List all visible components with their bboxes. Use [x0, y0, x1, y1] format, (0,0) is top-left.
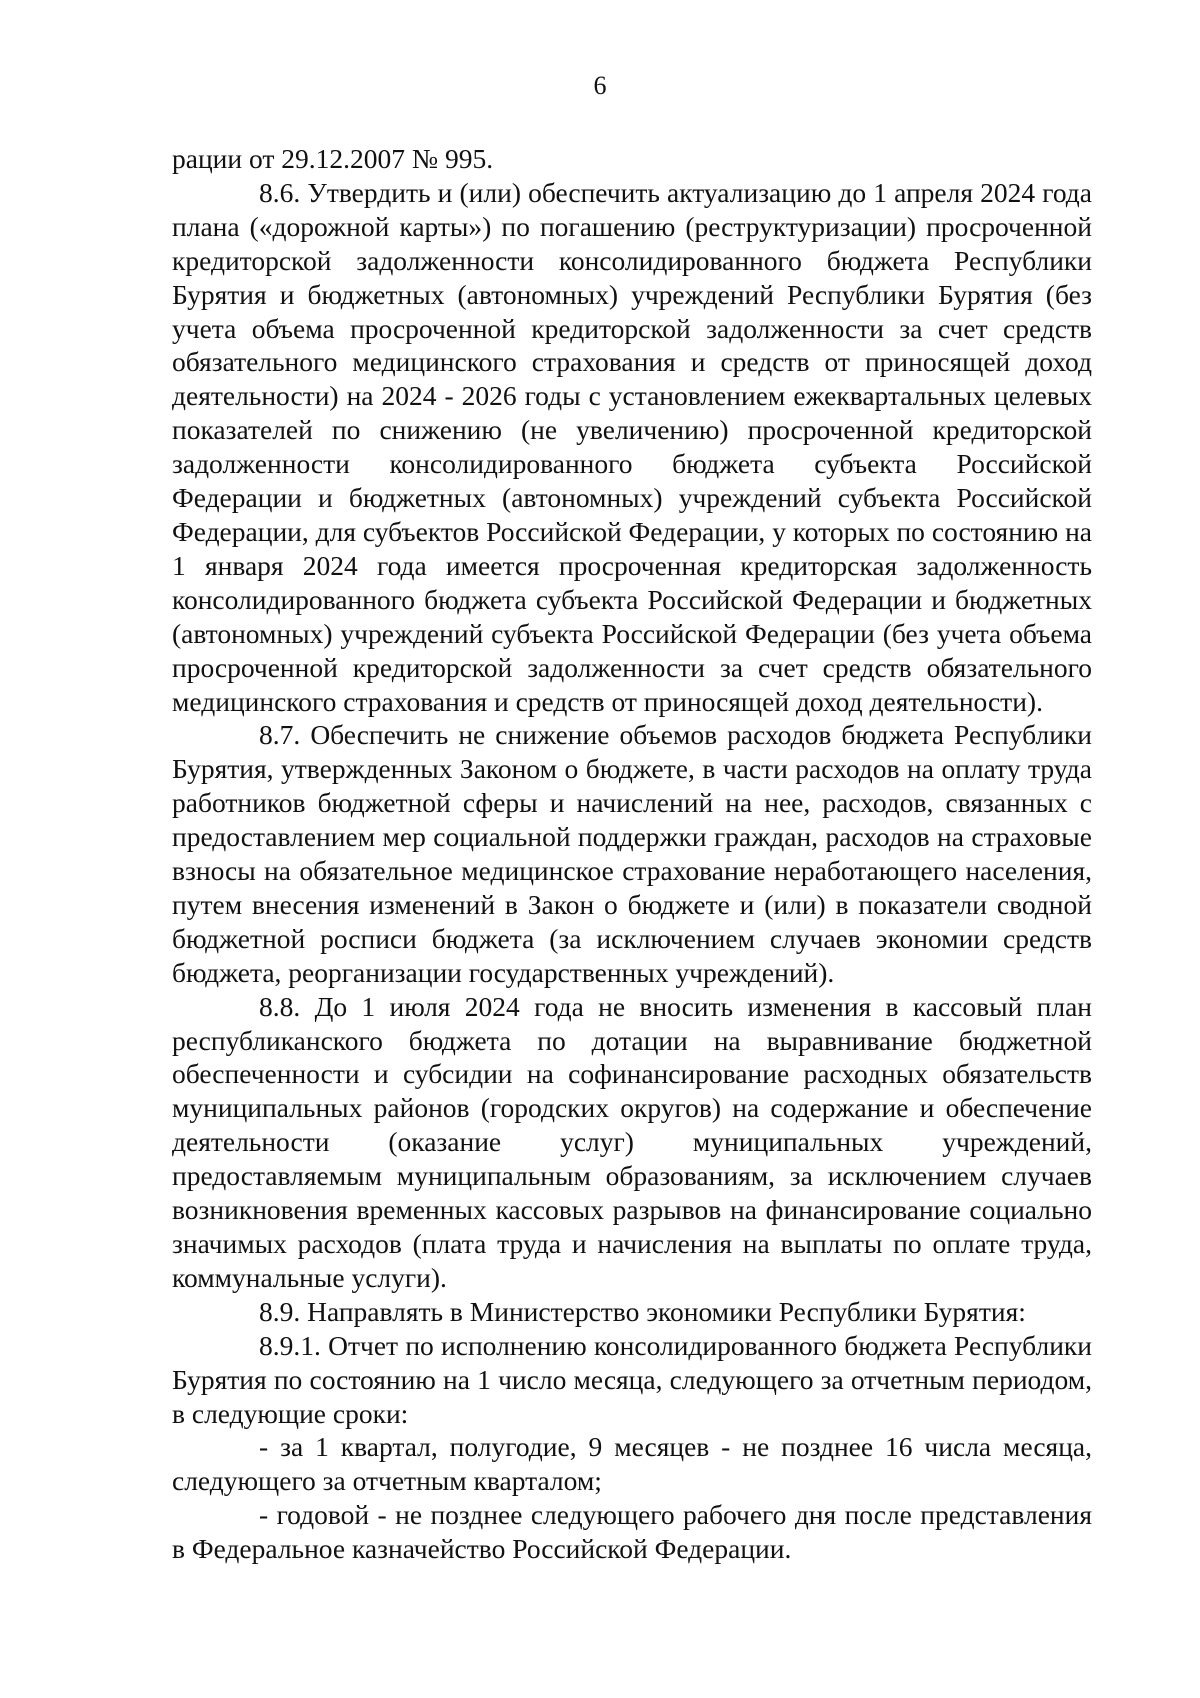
paragraph-8-8: 8.8. До 1 июля 2024 года не вносить изменения в кассовый план республиканского бюджета по дотации на выравнивание бюджетной обеспеченности и субсидии на софинансирование расходных обязательств муниципальных районов (городских округов) на содержание и обеспечение деятельности (оказание услуг) муниципальных учреждений, предоставляемым муниципальным образованиям, за исключением случаев возникновения временных кассовых разрывов на финансирование социально значимых расходов (плата труда и начисления на выплаты по оплате труда, коммунальные услуги).: [172, 990, 1092, 1293]
paragraph-continuation: рации от 29.12.2007 № 995.: [172, 143, 494, 174]
paragraph-8-6: 8.6. Утвердить и (или) обеспечить актуализацию до 1 апреля 2024 года плана («дорожной карты») по погашению (реструктуризации) просроченной кредиторской задолженности консолидированного бюджета Республики Бурятия и бюджетных (автономных) учреждений Республики Бурятия (без учета объема просроченной кредиторской задолженности за счет средств обязательного медицинского страхования и средств от приносящей доход деятельности) на 2024 - 2026 годы с установлением ежеквартальных целевых показателей по снижению (не увеличению) просроченной кредиторской задолженности консолидированного бюджета субъекта Российской Федерации и бюджетных (автономных) учреждений субъекта Российской Федерации, для субъектов Российской Федерации, у которых по состоянию на 1 января 2024 года имеется просроченная кредиторская задолженность консолидированного бюджета субъекта Российской Федерации и бюджетных (автономных) учреждений субъекта Российской Федерации (без учета объема просроченной кредиторской задолженности за счет средств обязательного медицинского страхования и средств от приносящей доход деятельности).: [172, 176, 1092, 717]
paragraph-8-7: 8.7. Обеспечить не снижение объемов расходов бюджета Республики Бурятия, утвержденных Законом о бюджете, в части расходов на оплату труда работников бюджетной сферы и начислений на нее, расходов, связанных с предоставлением мер социальной поддержки граждан, расходов на страховые взносы на обязательное медицинское страхование неработающего населения, путем внесения изменений в Закон о бюджете и (или) в показатели сводной бюджетной росписи бюджета (за исключением случаев экономии средств бюджета, реорганизации государственных учреждений).: [172, 719, 1092, 988]
page-number: 6: [593, 71, 607, 100]
paragraph-8-9: 8.9. Направлять в Министерство экономики Республики Бурятия:: [259, 1295, 1026, 1327]
list-item-annual: - годовой - не позднее следующего рабочего дня после представления в Федеральное казначейство Российской Федерации.: [172, 1499, 1092, 1565]
document-body: [172, 142, 1092, 1566]
list-item-quarterly: - за 1 квартал, полугодие, 9 месяцев - не позднее 16 числа месяца, следующего за отчетным кварталом;: [172, 1431, 1092, 1497]
paragraph-8-9-1: 8.9.1. Отчет по исполнению консолидированного бюджета Республики Бурятия по состоянию на 1 число месяца, следующего за отчетным периодом, в следующие сроки:: [172, 1329, 1092, 1429]
